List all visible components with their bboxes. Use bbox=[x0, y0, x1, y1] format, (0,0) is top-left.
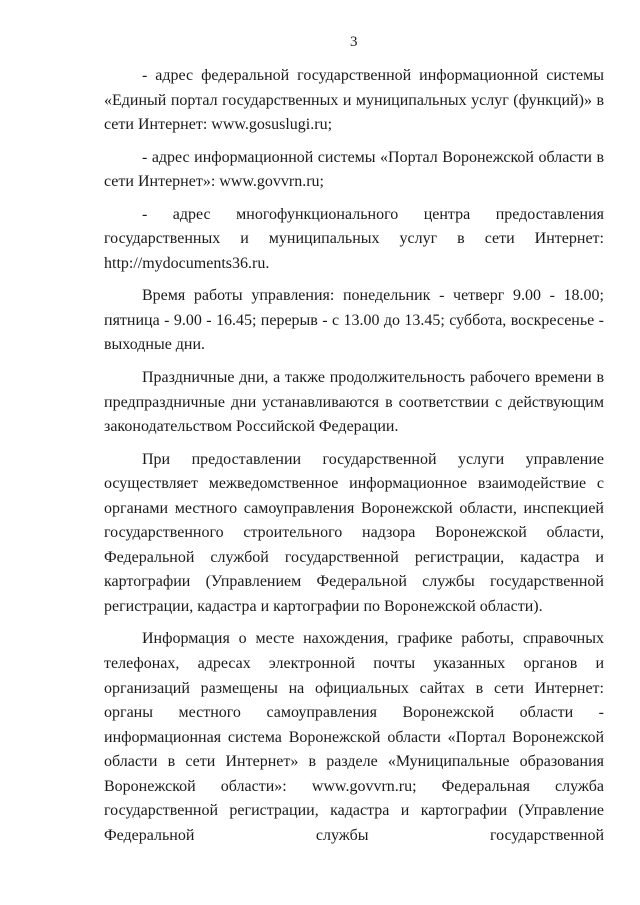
page-number: 3 bbox=[350, 34, 358, 50]
document-body bbox=[104, 64, 604, 848]
paragraph-work-hours: Время работы управления: понедельник - четверг 9.00 - 18.00; пятница - 9.00 - 16.45; перерыв - с 13.00 до 13.45; суббота, воскресенье - выходные дни. bbox=[104, 287, 604, 354]
paragraph-contact-information: Информация о месте нахождения, графике работы, справочных телефонах, адресах электронной почты указанных органов и организаций размещены на официальных сайтах в сети Интернет: органы местного самоуправления Воронежской области - информационная система Воронежской области «Портал Воронежской области в сети Интернет» в разделе «Муниципальные образования Воронежской области»: www.govvrn.ru; Федеральная служба государственной регистрации, кадастра и картографии (Управление Федеральной службы государственной bbox=[104, 630, 604, 844]
paragraph-interagency-interaction: При предоставлении государственной услуги управление осуществляет межведомственное информационное взаимодействие с органами местного самоуправления Воронежской области, инспекцией государственного строительного надзора Воронежской области, Федеральной службой государственной регистрации, кадастра и картографии (Управлением Федеральной службы государственной регистрации, кадастра и картографии по Воронежской области). bbox=[104, 450, 604, 615]
paragraph-mfc-address: - адрес многофункционального центра предоставления государственных и муниципальных услуг в сети Интернет: http://mydocuments36.ru. bbox=[104, 205, 604, 272]
paragraph-holidays: Праздничные дни, а также продолжительность рабочего времени в предпраздничные дни устанавливаются в соответствии с действующим законодательством Российской Федерации. bbox=[104, 369, 604, 436]
paragraph-gosuslugi-address: - адрес федеральной государственной информационной системы «Единый портал государственных и муниципальных услуг (функций)» в сети Интернет: www.gosuslugi.ru; bbox=[104, 67, 604, 134]
paragraph-govvrn-address: - адрес информационной системы «Портал Воронежской области в сети Интернет»: www.govvrn.ru; bbox=[104, 148, 604, 191]
